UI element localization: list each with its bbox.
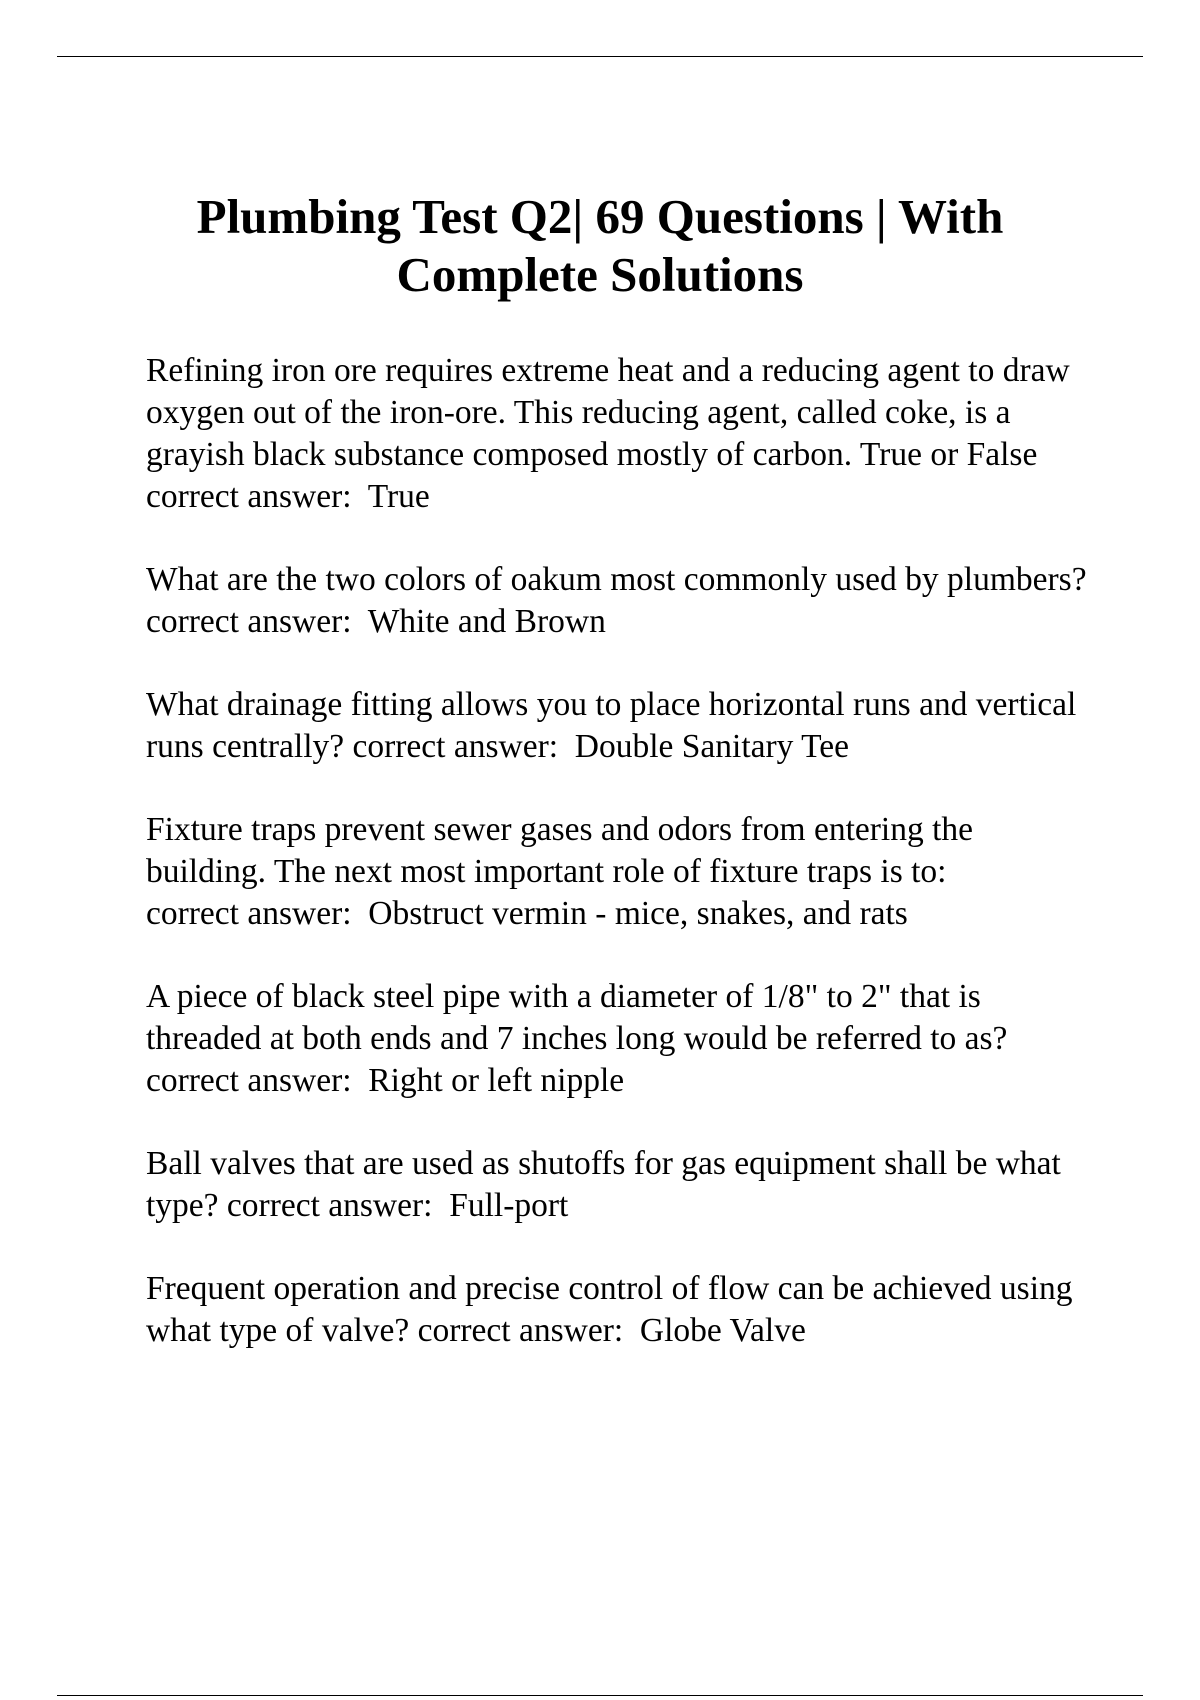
question-item	[146, 559, 1096, 643]
header-divider	[57, 56, 1143, 57]
document-title: Plumbing Test Q2| 69 Questions | With Complete Solutions	[196, 189, 1004, 302]
question-item	[146, 809, 1096, 935]
answer-marker: correct answer:	[146, 895, 369, 932]
answer-text: True	[367, 478, 430, 515]
answer-marker: correct answer:	[146, 1062, 369, 1099]
answer-text: Obstruct vermin - mice, snakes, and rats	[368, 895, 908, 932]
answer-text: Double Sanitary Tee	[574, 728, 850, 765]
answer-text: Right or left nipple	[368, 1062, 625, 1099]
answer-marker: correct answer:	[146, 603, 368, 640]
answer-text: Full-port	[449, 1187, 569, 1224]
question-text: A piece of black steel pipe with a diameter of 1/8" to 2" that is threaded at both ends and 7 inches long would be referred to as?	[146, 978, 1008, 1057]
footer-divider	[57, 1695, 1143, 1696]
answer-marker: correct answer:	[352, 728, 575, 765]
question-text: What drainage fitting allows you to place horizontal runs and vertical runs centrally?	[146, 686, 1077, 765]
question-item	[146, 1143, 1096, 1227]
answer-text: Globe Valve	[639, 1312, 806, 1349]
question-text: Frequent operation and precise control of flow can be achieved using what type of valve?	[146, 1270, 1073, 1349]
question-item	[146, 1268, 1096, 1352]
question-item	[146, 350, 1096, 518]
answer-marker: correct answer:	[417, 1312, 640, 1349]
question-item	[146, 684, 1096, 768]
answer-marker: correct answer:	[226, 1187, 450, 1224]
question-text: What are the two colors of oakum most commonly used by plumbers?	[146, 561, 1087, 598]
answer-marker: correct answer:	[146, 478, 368, 515]
question-text: Fixture traps prevent sewer gases and odors from entering the building. The next most important role of fixture traps is to:	[146, 811, 974, 890]
question-list	[146, 350, 1096, 1393]
question-text: Ball valves that are used as shutoffs for gas equipment shall be what type?	[146, 1145, 1061, 1224]
answer-text: White and Brown	[367, 603, 606, 640]
question-item	[146, 976, 1096, 1102]
question-text: Refining iron ore requires extreme heat and a reducing agent to draw oxygen out of the iron-ore. This reducing agent, called coke, is a grayish black substance composed mostly of carbon. True or False	[146, 352, 1070, 473]
